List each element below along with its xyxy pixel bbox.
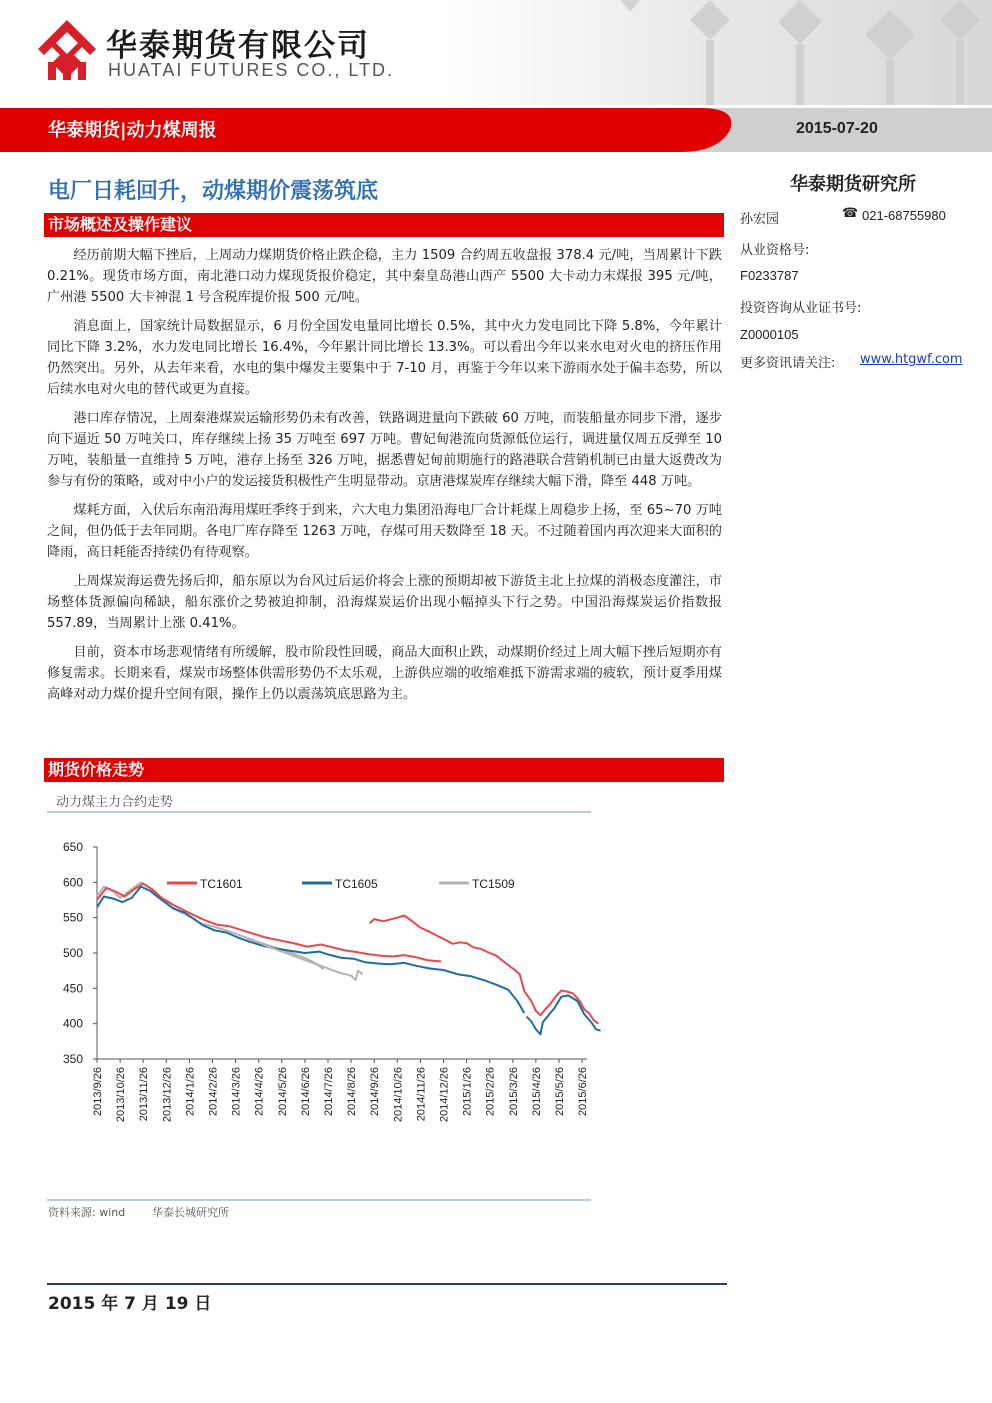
report-series-title: 华泰期货|动力煤周报 <box>48 120 217 141</box>
series-line-tc1509 <box>97 882 323 969</box>
x-tick-label: 2014/12/26 <box>438 1067 451 1123</box>
header-decoration <box>560 0 992 105</box>
x-tick-label: 2013/10/26 <box>115 1067 128 1123</box>
paragraph: 港口库存情况，上周秦港煤炭运输形势仍未有改善，铁路调进量向下跌破 60 万吨，而装船量亦同步下滑，逐步向下逼近 50 万吨关口，库存继续上扬 35 万吨至 697 万吨。曹妃甸港流向货源低位运行，调进量仅周五反弹至 10 万吨，装船量一直维持 5 万吨，港存上扬至 326 万吨，据悉曹妃甸前期施行的路港联合营销机制已由量大返费改为参与有份的策略，或对中小户的发运接货积极性产生明显带动。京唐港煤炭库存继续大幅下滑，降至 448 万吨。 <box>47 411 722 489</box>
footer-date <box>48 1289 211 1314</box>
x-tick-label: 2013/12/26 <box>161 1067 174 1123</box>
section-heading-futures-price: 期货价格走势 <box>44 758 724 782</box>
series-line-tc1505 <box>97 887 524 1014</box>
report-date: 2015-07-20 <box>796 120 878 137</box>
qualification-number: F0233787 <box>740 268 799 283</box>
chart-caption: 动力煤主力合约走势 <box>56 795 174 810</box>
x-tick-label: 2015/2/26 <box>484 1067 497 1116</box>
y-tick-label: 650 <box>62 840 83 854</box>
x-tick-label: 2015/6/26 <box>577 1067 590 1116</box>
x-tick-label: 2014/5/26 <box>276 1067 289 1116</box>
y-tick-label: 450 <box>62 981 83 996</box>
more-info-label: 更多资讯请关注: <box>740 356 836 371</box>
x-tick-label: 2014/10/26 <box>392 1067 405 1123</box>
paragraph: 煤耗方面，入伏后东南沿海用煤旺季终于到来，六大电力集团沿海电厂合计耗煤上周稳步上扬，至 65~70 万吨之间，但仍低于去年同期。各电厂库存降至 1263 万吨，存煤可用天数降至 18 天。不过随着国内再次迎来大面积的降雨，高日耗能否持续仍有待观察。 <box>47 503 722 560</box>
paragraph: 上周煤炭海运费先扬后抑，船东原以为台风过后运价将会上涨的预期却被下游货主北上拉煤的消极态度灌注，市场整体货源偏向稀缺，船东涨价之势被迫抑制，沿海煤炭运价出现小幅掉头下行之势。中国沿海煤炭运价指数报 557.89，当周累计上涨 0.41%。 <box>47 574 722 631</box>
x-tick-label: 2015/1/26 <box>461 1067 474 1116</box>
x-tick-label: 2015/4/26 <box>530 1067 543 1116</box>
paragraph: 目前，资本市场悲观情绪有所缓解，股市阶段性回暖，商品大面积止跌，动煤期价经过上周大幅下挫后短期亦有修复需求。长期来看，煤炭市场整体供需形势仍不太乐观，上游供应端的收缩难抵下游需求端的疲软，预计夏季用煤高峰对动力煤价提升空间有限，操作上仍以震荡筑底思路为主。 <box>47 645 722 702</box>
x-tick-label: 2014/6/26 <box>299 1067 312 1116</box>
telephone-icon: ☎ <box>842 206 859 221</box>
institute-name: 华泰期货研究所 <box>790 174 916 195</box>
y-tick-label: 600 <box>62 875 83 890</box>
data-source: 资料来源: wind <box>48 1206 126 1219</box>
x-tick-label: 2014/3/26 <box>230 1067 243 1116</box>
series-line-tc1501 <box>97 884 441 962</box>
y-tick-label: 500 <box>62 946 83 960</box>
analyst-name: 孙宏园 <box>740 212 780 227</box>
x-tick-label: 2013/9/26 <box>92 1067 104 1116</box>
company-logo-icon <box>38 20 96 80</box>
analyst-phone: 021-68755980 <box>862 208 946 223</box>
paragraph: 经历前期大幅下挫后，上周动力煤期货价格止跌企稳，主力 1509 合约周五收盘报 378.4 元/吨，当周累计下跌 0.21%。现货市场方面，南北港口动力煤现货报价稳定，其中秦皇岛港山西产 5500 大卡动力末煤报 395 元/吨，广州港 5500 大卡神混 1 号含税库提价报 500 元/吨。 <box>47 248 722 305</box>
y-tick-label: 550 <box>62 910 83 925</box>
footer-rule <box>47 1283 727 1285</box>
certificate-number: Z0000105 <box>740 327 799 342</box>
certificate-label: 投资咨询从业证书号: <box>740 301 862 316</box>
company-name-cn: 华泰期货有限公司 <box>106 28 370 64</box>
qualification-label: 从业资格号: <box>740 243 810 258</box>
futures-price-chart <box>47 815 607 1195</box>
x-tick-label: 2014/8/26 <box>346 1067 359 1116</box>
paragraph: 消息面上，国家统计局数据显示，6 月份全国发电量同比增长 0.5%，其中火力发电同比下降 5.8%，今年累计同比下降 3.2%，水力发电同比增长 16.4%，今年累计同比增长 13.3%。可以看出今年以来水电对火电的挤压作用仍然突出。另外，从去年来看，水电的集中爆发主要集中于 7-10 月，再鉴于今年以来下游雨水处于偏丰态势，所以后续水电对火电的替代或更为直接。 <box>47 319 722 397</box>
x-tick-label: 2014/4/26 <box>253 1067 266 1116</box>
website-link[interactable]: www.htgwf.com <box>860 352 963 367</box>
y-tick-label: 400 <box>62 1016 83 1031</box>
chart-bottom-rule <box>47 1199 591 1201</box>
x-tick-label: 2014/11/26 <box>415 1067 428 1122</box>
report-body <box>47 245 722 713</box>
section-heading-overview: 市场概述及操作建议 <box>44 213 724 237</box>
x-tick-label: 2014/9/26 <box>369 1067 382 1116</box>
legend-label: TC1605 <box>335 877 378 891</box>
x-tick-label: 2014/7/26 <box>323 1067 335 1116</box>
series-line-tc1601 <box>370 916 599 1024</box>
legend-label: TC1509 <box>472 877 515 891</box>
x-tick-label: 2014/2/26 <box>207 1067 220 1116</box>
x-tick-label: 2014/1/26 <box>184 1067 197 1116</box>
footer-date-text: 2015 年 7 月 19 日 <box>48 1294 212 1314</box>
x-tick-label: 2015/3/26 <box>507 1067 520 1116</box>
chart-top-rule <box>47 811 591 813</box>
report-title: 电厂日耗回升，动煤期价震荡筑底 <box>48 179 379 204</box>
x-tick-label: 2013/11/26 <box>138 1067 151 1122</box>
company-name-en: HUATAI FUTURES CO., LTD. <box>108 60 395 80</box>
legend-label: TC1601 <box>200 877 243 891</box>
y-tick-label: 350 <box>62 1052 83 1066</box>
source-organization: 华泰长城研究所 <box>152 1206 229 1219</box>
x-tick-label: 2015/5/26 <box>554 1067 566 1116</box>
